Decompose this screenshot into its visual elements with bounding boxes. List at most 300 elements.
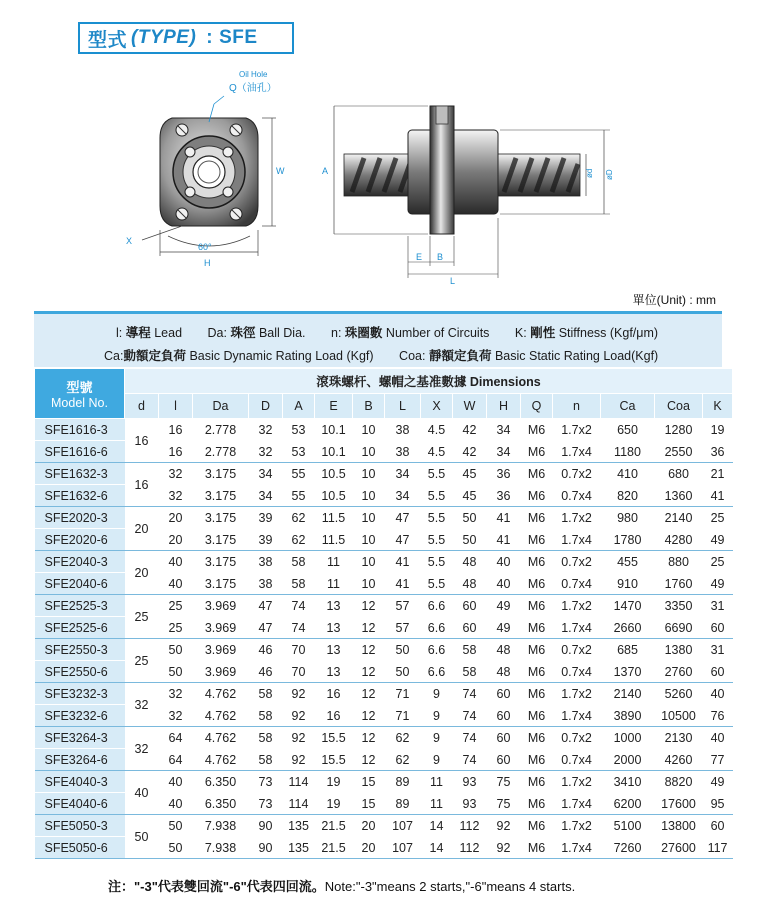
value-cell: 12 <box>353 661 385 683</box>
column-header: A <box>283 394 315 419</box>
value-cell: 71 <box>385 705 421 727</box>
value-cell: 38 <box>249 551 283 573</box>
value-cell: 93 <box>453 771 487 793</box>
value-cell: 1.7x4 <box>553 837 601 859</box>
value-cell: 10.5 <box>315 463 353 485</box>
value-cell: 50 <box>159 661 193 683</box>
value-cell: 7260 <box>601 837 655 859</box>
value-cell: 135 <box>283 815 315 837</box>
value-cell: 47 <box>249 617 283 639</box>
value-cell: 5.5 <box>421 463 453 485</box>
table-row <box>35 771 733 793</box>
value-cell: 75 <box>487 793 521 815</box>
value-cell: 1.7x2 <box>553 771 601 793</box>
value-cell: 12 <box>353 683 385 705</box>
column-header: n <box>553 394 601 419</box>
dimensions-header: 滾珠螺杆、螺帽之基准數據 Dimensions <box>125 369 733 394</box>
value-cell: 10.1 <box>315 441 353 463</box>
value-cell: 25 <box>703 507 733 529</box>
model-cell: SFE1616-6 <box>35 441 125 463</box>
value-cell: 60 <box>453 595 487 617</box>
value-cell: 45 <box>453 463 487 485</box>
value-cell: 10 <box>353 485 385 507</box>
value-cell: 10 <box>353 573 385 595</box>
value-cell: 1.7x4 <box>553 441 601 463</box>
value-cell: 1.7x4 <box>553 529 601 551</box>
value-cell: 31 <box>703 639 733 661</box>
value-cell: 40 <box>159 793 193 815</box>
value-cell: 12 <box>353 639 385 661</box>
model-cell: SFE5050-6 <box>35 837 125 859</box>
value-cell: 92 <box>283 683 315 705</box>
d-cell: 50 <box>125 815 159 859</box>
value-cell: M6 <box>521 815 553 837</box>
value-cell: M6 <box>521 463 553 485</box>
label-l: L <box>450 276 456 286</box>
value-cell: M6 <box>521 749 553 771</box>
column-header: H <box>487 394 521 419</box>
value-cell: 0.7x2 <box>553 551 601 573</box>
value-cell: 4260 <box>655 749 703 771</box>
legend-row-1 <box>116 323 658 341</box>
value-cell: 53 <box>283 441 315 463</box>
spec-table <box>34 368 733 859</box>
column-header: E <box>315 394 353 419</box>
value-cell: 15 <box>353 793 385 815</box>
value-cell: 40 <box>159 573 193 595</box>
value-cell: 41 <box>487 507 521 529</box>
value-cell: 1760 <box>655 573 703 595</box>
value-cell: 16 <box>159 441 193 463</box>
value-cell: 107 <box>385 815 421 837</box>
value-cell: 19 <box>703 419 733 441</box>
value-cell: 50 <box>453 529 487 551</box>
value-cell: 680 <box>655 463 703 485</box>
value-cell: 38 <box>385 441 421 463</box>
column-header: Da <box>193 394 249 419</box>
value-cell: 74 <box>453 683 487 705</box>
value-cell: 34 <box>487 419 521 441</box>
value-cell: 0.7x2 <box>553 727 601 749</box>
value-cell: 60 <box>703 661 733 683</box>
legend-coa-cn: 靜額定負荷 <box>428 349 492 363</box>
label-w: W <box>276 166 285 176</box>
value-cell: 60 <box>487 683 521 705</box>
d-cell: 25 <box>125 639 159 683</box>
value-cell: 41 <box>385 573 421 595</box>
model-cell: SFE2550-6 <box>35 661 125 683</box>
column-header: W <box>453 394 487 419</box>
legend-l-cn: 導程 <box>125 326 151 340</box>
model-header-en: Model No. <box>51 396 108 410</box>
value-cell: 3.969 <box>193 661 249 683</box>
model-cell: SFE1632-3 <box>35 463 125 485</box>
value-cell: 95 <box>703 793 733 815</box>
value-cell: 70 <box>283 661 315 683</box>
value-cell: 1.7x2 <box>553 419 601 441</box>
value-cell: 60 <box>703 815 733 837</box>
value-cell: 70 <box>283 639 315 661</box>
value-cell: 16 <box>159 419 193 441</box>
legend-box <box>34 311 722 367</box>
value-cell: 25 <box>159 595 193 617</box>
value-cell: 0.7x2 <box>553 639 601 661</box>
value-cell: 107 <box>385 837 421 859</box>
value-cell: 34 <box>385 485 421 507</box>
table-row <box>35 463 733 485</box>
type-title-sep: : <box>206 27 214 48</box>
value-cell: 16 <box>315 705 353 727</box>
legend-n-key: n: <box>331 326 342 340</box>
value-cell: M6 <box>521 485 553 507</box>
value-cell: 74 <box>283 617 315 639</box>
value-cell: 4280 <box>655 529 703 551</box>
value-cell: 58 <box>283 551 315 573</box>
value-cell: M6 <box>521 661 553 683</box>
value-cell: 21.5 <box>315 837 353 859</box>
value-cell: 48 <box>453 551 487 573</box>
value-cell: 9 <box>421 705 453 727</box>
d-cell: 20 <box>125 551 159 595</box>
value-cell: 114 <box>283 771 315 793</box>
value-cell: 20 <box>353 815 385 837</box>
value-cell: 12 <box>353 595 385 617</box>
model-cell: SFE3264-6 <box>35 749 125 771</box>
value-cell: 15 <box>353 771 385 793</box>
value-cell: 1.7x2 <box>553 595 601 617</box>
value-cell: M6 <box>521 573 553 595</box>
value-cell: 2000 <box>601 749 655 771</box>
value-cell: 32 <box>249 419 283 441</box>
value-cell: 3.175 <box>193 507 249 529</box>
label-e: E <box>416 252 423 262</box>
value-cell: 685 <box>601 639 655 661</box>
column-header: Coa <box>655 394 703 419</box>
value-cell: 10 <box>353 463 385 485</box>
value-cell: 3.969 <box>193 639 249 661</box>
value-cell: 1.7x2 <box>553 683 601 705</box>
value-cell: 40 <box>487 551 521 573</box>
value-cell: 15.5 <box>315 749 353 771</box>
value-cell: 5260 <box>655 683 703 705</box>
d-cell: 40 <box>125 771 159 815</box>
value-cell: 4.762 <box>193 749 249 771</box>
value-cell: 9 <box>421 683 453 705</box>
value-cell: 74 <box>453 727 487 749</box>
value-cell: 5.5 <box>421 551 453 573</box>
column-header: d <box>125 394 159 419</box>
column-header: l <box>159 394 193 419</box>
technical-drawings <box>0 60 768 290</box>
value-cell: 10500 <box>655 705 703 727</box>
legend-da-key: Da: <box>207 326 227 340</box>
value-cell: 49 <box>703 573 733 595</box>
value-cell: 3.175 <box>193 485 249 507</box>
value-cell: 11 <box>421 793 453 815</box>
value-cell: 50 <box>453 507 487 529</box>
model-cell: SFE2525-6 <box>35 617 125 639</box>
value-cell: 92 <box>283 705 315 727</box>
value-cell: 58 <box>249 683 283 705</box>
value-cell: 47 <box>385 507 421 529</box>
legend-l-en: Lead <box>154 326 183 340</box>
value-cell: 34 <box>249 463 283 485</box>
oil-hole-label-en: Oil Hole <box>239 70 268 79</box>
value-cell: 1370 <box>601 661 655 683</box>
oil-hole-label-cn: Q（油孔） <box>229 83 277 94</box>
value-cell: M6 <box>521 507 553 529</box>
d-cell: 16 <box>125 463 159 507</box>
value-cell: 455 <box>601 551 655 573</box>
value-cell: M6 <box>521 419 553 441</box>
value-cell: 55 <box>283 485 315 507</box>
value-cell: 0.7x4 <box>553 573 601 595</box>
table-row <box>35 419 733 441</box>
value-cell: 820 <box>601 485 655 507</box>
spec-table-body <box>35 419 733 859</box>
legend-ca-cn: 動額定負荷 <box>123 349 186 363</box>
value-cell: 16 <box>315 683 353 705</box>
value-cell: 3.175 <box>193 529 249 551</box>
value-cell: 4.5 <box>421 419 453 441</box>
value-cell: 3350 <box>655 595 703 617</box>
value-cell: M6 <box>521 837 553 859</box>
model-cell: SFE1616-3 <box>35 419 125 441</box>
value-cell: 15.5 <box>315 727 353 749</box>
value-cell: 92 <box>487 837 521 859</box>
value-cell: 11.5 <box>315 529 353 551</box>
value-cell: 12 <box>353 705 385 727</box>
value-cell: 19 <box>315 793 353 815</box>
value-cell: 62 <box>283 529 315 551</box>
value-cell: 1.7x4 <box>553 705 601 727</box>
value-cell: 13800 <box>655 815 703 837</box>
value-cell: 10 <box>353 529 385 551</box>
value-cell: 11 <box>421 771 453 793</box>
value-cell: 1280 <box>655 419 703 441</box>
value-cell: 50 <box>159 837 193 859</box>
d-cell: 25 <box>125 595 159 639</box>
value-cell: 49 <box>703 771 733 793</box>
column-header: B <box>353 394 385 419</box>
type-title-badge <box>78 22 294 54</box>
value-cell: 40 <box>703 683 733 705</box>
model-cell: SFE2040-6 <box>35 573 125 595</box>
value-cell: 2760 <box>655 661 703 683</box>
value-cell: 57 <box>385 595 421 617</box>
value-cell: 7.938 <box>193 815 249 837</box>
value-cell: 17600 <box>655 793 703 815</box>
value-cell: M6 <box>521 793 553 815</box>
value-cell: 90 <box>249 815 283 837</box>
table-row <box>35 639 733 661</box>
value-cell: 2140 <box>655 507 703 529</box>
value-cell: 41 <box>487 529 521 551</box>
column-header: X <box>421 394 453 419</box>
value-cell: 20 <box>353 837 385 859</box>
value-cell: 9 <box>421 749 453 771</box>
value-cell: 19 <box>315 771 353 793</box>
value-cell: 2.778 <box>193 441 249 463</box>
value-cell: 73 <box>249 771 283 793</box>
value-cell: 93 <box>453 793 487 815</box>
value-cell: 45 <box>453 485 487 507</box>
table-row <box>35 551 733 573</box>
value-cell: 92 <box>283 749 315 771</box>
value-cell: M6 <box>521 551 553 573</box>
value-cell: 62 <box>385 749 421 771</box>
model-header-cn: 型號 <box>66 380 93 395</box>
value-cell: 1.7x2 <box>553 815 601 837</box>
value-cell: 74 <box>453 749 487 771</box>
value-cell: 25 <box>703 551 733 573</box>
model-cell: SFE3232-6 <box>35 705 125 727</box>
value-cell: 40 <box>159 771 193 793</box>
value-cell: 117 <box>703 837 733 859</box>
value-cell: 89 <box>385 793 421 815</box>
value-cell: 1.7x2 <box>553 507 601 529</box>
value-cell: 48 <box>487 661 521 683</box>
model-cell: SFE2525-3 <box>35 595 125 617</box>
value-cell: 50 <box>385 661 421 683</box>
value-cell: 60 <box>703 617 733 639</box>
value-cell: 13 <box>315 595 353 617</box>
value-cell: 880 <box>655 551 703 573</box>
value-cell: 49 <box>487 595 521 617</box>
value-cell: 90 <box>249 837 283 859</box>
legend-da-cn: 珠徑 <box>230 326 256 340</box>
value-cell: 650 <box>601 419 655 441</box>
side-view <box>334 106 610 278</box>
legend-n-cn: 珠圈數 <box>344 326 383 340</box>
value-cell: 0.7x4 <box>553 749 601 771</box>
model-cell: SFE2550-3 <box>35 639 125 661</box>
value-cell: 3410 <box>601 771 655 793</box>
value-cell: 46 <box>249 661 283 683</box>
value-cell: M6 <box>521 683 553 705</box>
value-cell: 0.7x4 <box>553 661 601 683</box>
column-header-row <box>35 394 733 419</box>
value-cell: 5.5 <box>421 485 453 507</box>
value-cell: 10 <box>353 551 385 573</box>
label-h: H <box>204 258 211 268</box>
model-cell: SFE2040-3 <box>35 551 125 573</box>
model-header <box>35 369 125 419</box>
d-cell: 32 <box>125 727 159 771</box>
value-cell: 5.5 <box>421 573 453 595</box>
value-cell: 48 <box>487 639 521 661</box>
value-cell: 34 <box>249 485 283 507</box>
value-cell: 6.6 <box>421 661 453 683</box>
column-header: Q <box>521 394 553 419</box>
value-cell: 50 <box>159 815 193 837</box>
value-cell: 55 <box>283 463 315 485</box>
value-cell: 47 <box>249 595 283 617</box>
value-cell: 6.6 <box>421 595 453 617</box>
value-cell: 58 <box>249 727 283 749</box>
value-cell: 21.5 <box>315 815 353 837</box>
value-cell: 77 <box>703 749 733 771</box>
value-cell: 27600 <box>655 837 703 859</box>
value-cell: 1380 <box>655 639 703 661</box>
model-cell: SFE1632-6 <box>35 485 125 507</box>
value-cell: 46 <box>249 639 283 661</box>
value-cell: 980 <box>601 507 655 529</box>
value-cell: 3890 <box>601 705 655 727</box>
value-cell: 4.5 <box>421 441 453 463</box>
value-cell: M6 <box>521 529 553 551</box>
value-cell: 6.350 <box>193 793 249 815</box>
table-row <box>35 595 733 617</box>
value-cell: 39 <box>249 507 283 529</box>
value-cell: 13 <box>315 617 353 639</box>
value-cell: 89 <box>385 771 421 793</box>
value-cell: 36 <box>487 485 521 507</box>
d-cell: 32 <box>125 683 159 727</box>
value-cell: 1470 <box>601 595 655 617</box>
value-cell: 4.762 <box>193 683 249 705</box>
value-cell: 38 <box>385 419 421 441</box>
value-cell: 2130 <box>655 727 703 749</box>
value-cell: 40 <box>159 551 193 573</box>
column-header: K <box>703 394 733 419</box>
legend-coa-key: Coa: <box>399 349 426 363</box>
value-cell: 14 <box>421 837 453 859</box>
footnote-cn: "-3"代表雙回流"-6"代表四回流。 <box>134 879 325 894</box>
value-cell: 1780 <box>601 529 655 551</box>
value-cell: 5.5 <box>421 529 453 551</box>
value-cell: M6 <box>521 441 553 463</box>
value-cell: 60 <box>487 749 521 771</box>
value-cell: 53 <box>283 419 315 441</box>
value-cell: 12 <box>353 727 385 749</box>
legend-n-en: Number of Circuits <box>385 326 490 340</box>
legend-da-en: Ball Dia. <box>258 326 306 340</box>
value-cell: 47 <box>385 529 421 551</box>
value-cell: 9 <box>421 727 453 749</box>
value-cell: 135 <box>283 837 315 859</box>
value-cell: 10 <box>353 507 385 529</box>
value-cell: 11.5 <box>315 507 353 529</box>
table-row <box>35 727 733 749</box>
value-cell: 5100 <box>601 815 655 837</box>
value-cell: 25 <box>159 617 193 639</box>
value-cell: 10.5 <box>315 485 353 507</box>
value-cell: 48 <box>453 573 487 595</box>
value-cell: 50 <box>385 639 421 661</box>
value-cell: 34 <box>385 463 421 485</box>
value-cell: 92 <box>283 727 315 749</box>
value-cell: 6200 <box>601 793 655 815</box>
model-cell: SFE4040-6 <box>35 793 125 815</box>
value-cell: 41 <box>385 551 421 573</box>
type-title-code: SFE <box>219 27 258 48</box>
value-cell: M6 <box>521 771 553 793</box>
value-cell: 60 <box>453 617 487 639</box>
value-cell: M6 <box>521 727 553 749</box>
value-cell: 21 <box>703 463 733 485</box>
label-big-d: øD <box>605 169 614 180</box>
value-cell: 92 <box>487 815 521 837</box>
d-cell: 16 <box>125 419 159 463</box>
model-cell: SFE3232-3 <box>35 683 125 705</box>
value-cell: 13 <box>315 661 353 683</box>
value-cell: 49 <box>703 529 733 551</box>
value-cell: 114 <box>283 793 315 815</box>
value-cell: 40 <box>487 573 521 595</box>
label-b: B <box>437 252 444 262</box>
value-cell: 42 <box>453 441 487 463</box>
